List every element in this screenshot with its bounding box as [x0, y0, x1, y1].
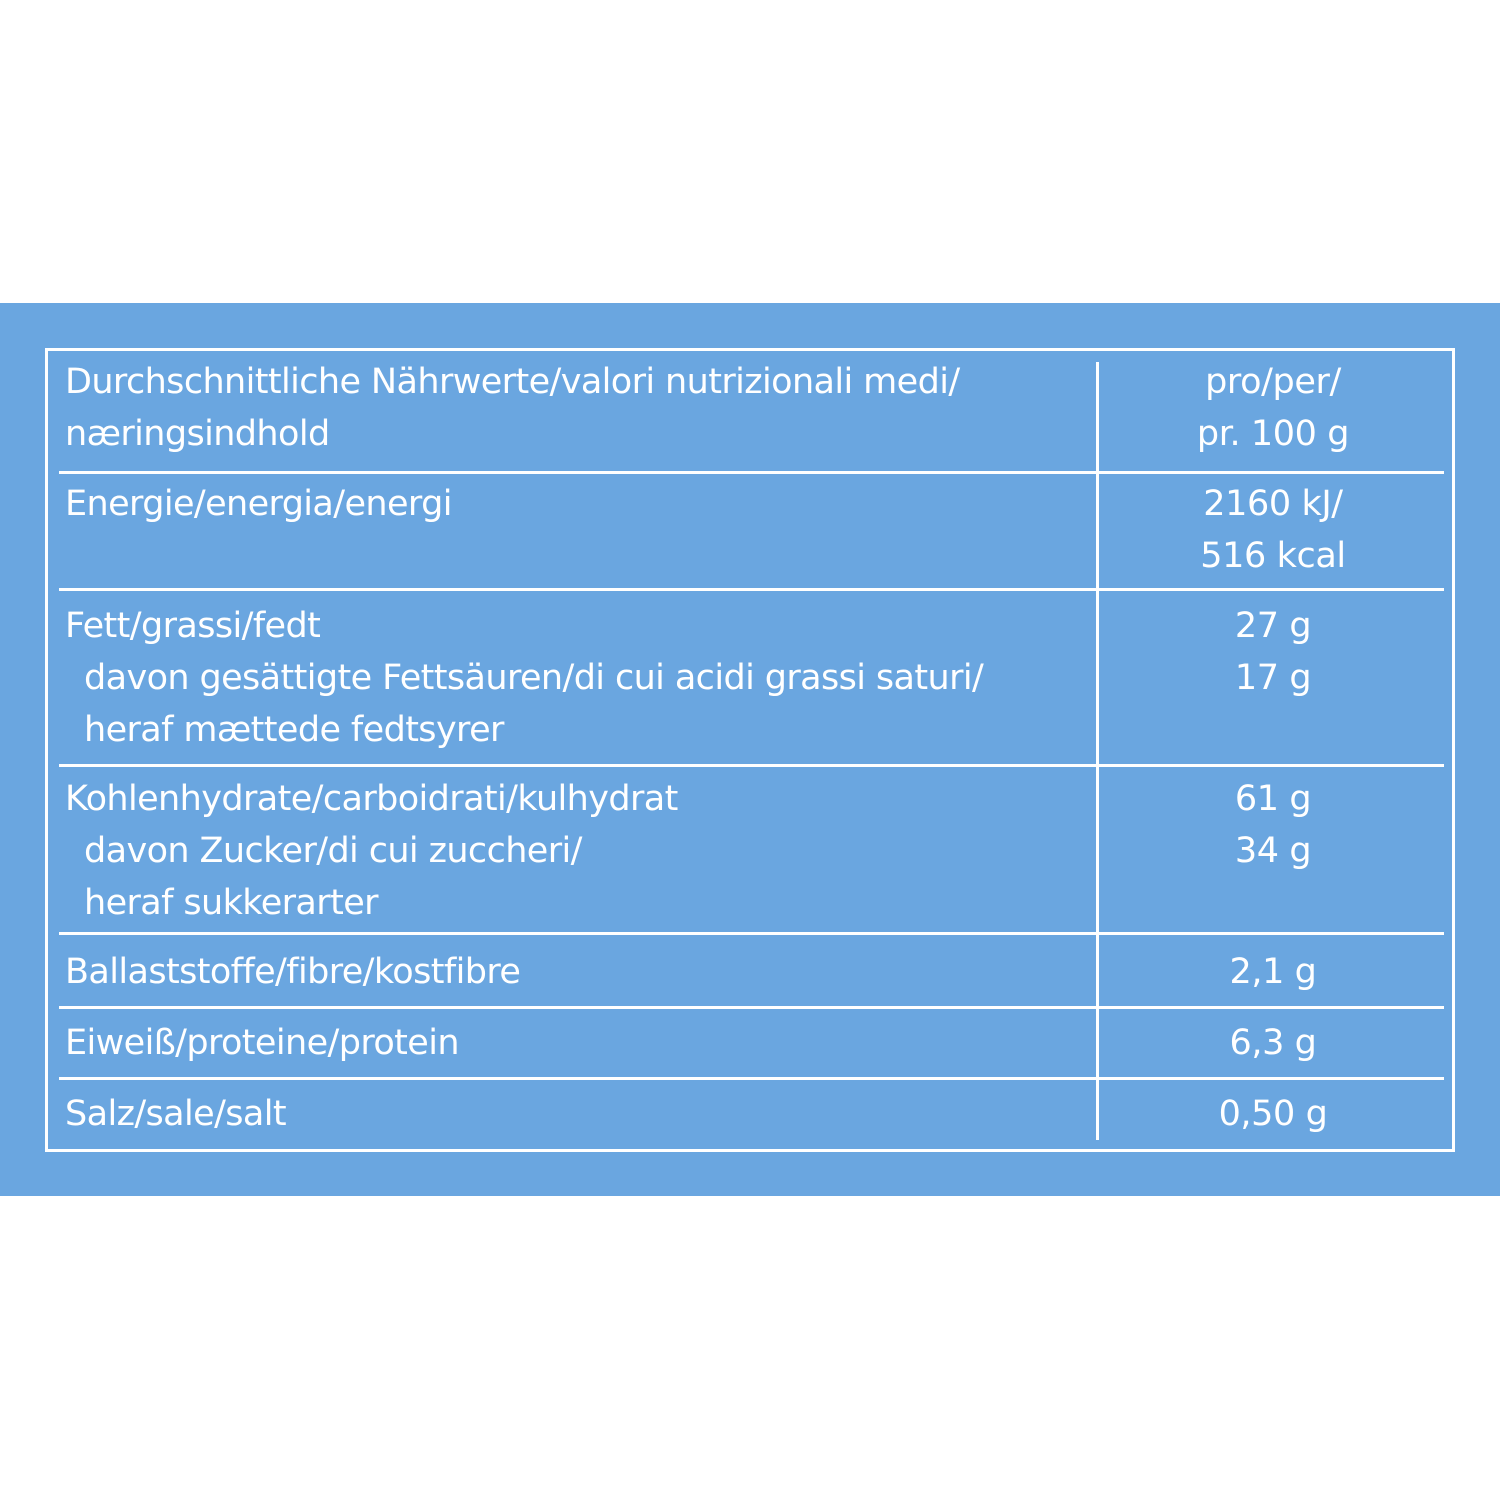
energy-value-kj: 2160 kJ/	[1203, 484, 1343, 524]
fat-value: 27 g	[1234, 606, 1312, 646]
energy-value-kcal: 516 kcal	[1200, 536, 1346, 576]
protein-value: 6,3 g	[1229, 1023, 1317, 1063]
saturated-fat-value: 17 g	[1234, 658, 1312, 698]
carbohydrate-value: 61 g	[1234, 779, 1312, 819]
table-header-value	[1101, 356, 1445, 460]
fat-label	[65, 600, 983, 756]
fat-main-label: Fett/grassi/fedt	[65, 606, 321, 646]
fat-values	[1101, 600, 1445, 704]
header-value-line1: pro/per/	[1205, 362, 1341, 402]
header-value-line2: pr. 100 g	[1196, 414, 1350, 454]
row-divider	[59, 588, 1444, 591]
sugar-label-line1: davon Zucker/di cui zuccheri/	[84, 831, 582, 871]
protein-label: Eiweiß/proteine/protein	[65, 1023, 459, 1063]
energy-value	[1101, 478, 1445, 582]
row-divider	[59, 764, 1444, 767]
sugar-label-line2: heraf sukkerarter	[84, 883, 378, 923]
sugar-value: 34 g	[1234, 831, 1312, 871]
saturated-fat-label-line1: davon gesättigte Fettsäuren/di cui acidi grassi saturi/	[84, 658, 984, 698]
salt-label: Salz/sale/salt	[65, 1094, 287, 1134]
fibre-label: Ballaststoffe/fibre/kostfibre	[65, 952, 521, 992]
header-label-line1: Durchschnittliche Nährwerte/valori nutrizionali medi/	[65, 362, 960, 402]
row-divider	[59, 1077, 1444, 1080]
row-divider	[59, 932, 1444, 935]
fibre-value: 2,1 g	[1229, 952, 1317, 992]
carbohydrate-values	[1101, 773, 1445, 877]
saturated-fat-label-line2: heraf mættede fedtsyrer	[84, 710, 504, 750]
table-header-label	[65, 356, 960, 460]
salt-value: 0,50 g	[1218, 1094, 1328, 1134]
carbohydrate-main-label: Kohlenhydrate/carboidrati/kulhydrat	[65, 779, 678, 819]
row-divider	[59, 1006, 1444, 1009]
energy-label: Energie/energia/energi	[65, 484, 452, 524]
row-divider	[59, 471, 1444, 474]
column-divider	[1096, 362, 1099, 1140]
carbohydrate-label	[65, 773, 678, 929]
header-label-line2: næringsindhold	[65, 414, 330, 454]
